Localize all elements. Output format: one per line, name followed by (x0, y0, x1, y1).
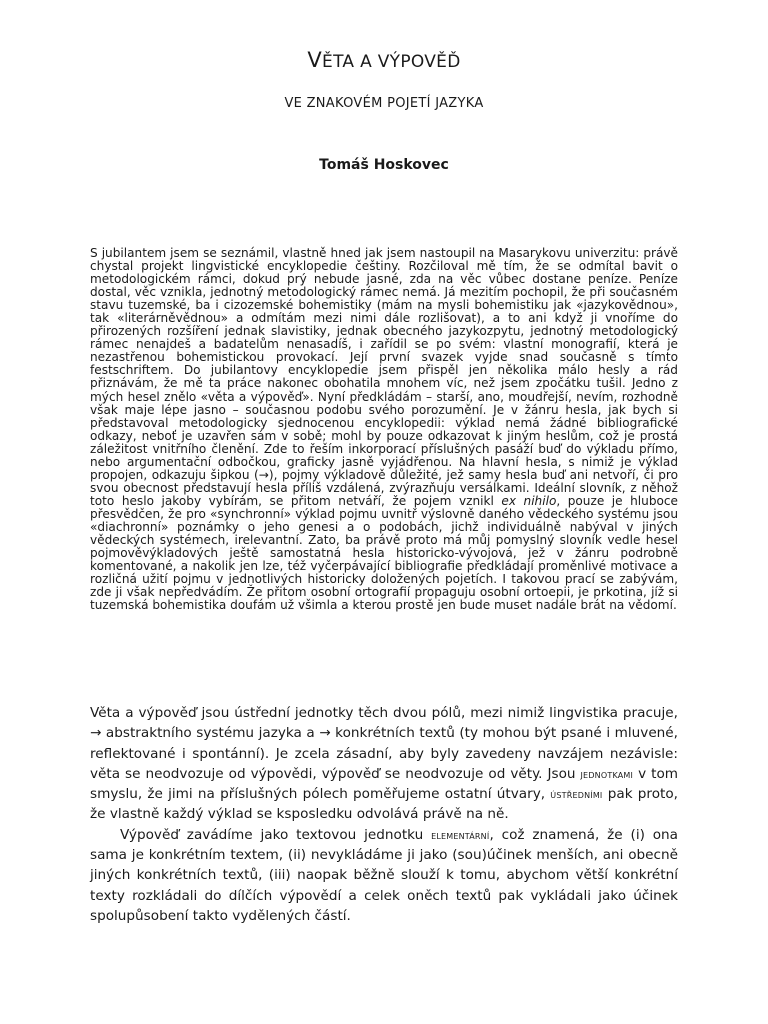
main-body (90, 703, 678, 926)
body-p1-c: pak proto, že vlastně každý výklad se ksposledku odvolává právě na ně. (90, 786, 678, 823)
body-p2-a: Výpověď zavádíme jako textovou jednotku (120, 826, 432, 843)
intro-paragraph (90, 247, 678, 612)
title-initial: V (307, 48, 323, 72)
intro-section (90, 247, 678, 612)
intro-italic: ex nihilo (501, 493, 557, 508)
body-p2-b: , což znamená, že (i) ona sama je konkrétním textem, (ii) nevykládáme ji jako (sou)účinek menších, ani obecně jiných konkrétních textů, (iii) naopak běžně slouží k tomu, abychom větší konkrétní texty rozkládali do dílčích výpovědí a celek oněch textů pak vykládali jako účinek spolupůsobení takto vydělených částí. (90, 826, 679, 924)
body-p1-b: v tom smyslu, že jimi na příslušných pólech poměřujeme ostatní útvary, (90, 765, 679, 803)
body-p1-smallcaps-1: jednotkami (580, 766, 634, 781)
body-p1-smallcaps-2: ústředními (550, 787, 603, 802)
body-p1-a: Věta a výpověď jsou ústřední jednotky těch dvou pólů, mezi nimiž lingvistika pracuje, → abstraktního systému jazyka a → konkrétních textů (ty mohou být psané i mluvené, reflektované i spontánní). Je zcela zásadní, aby byly zavedeny navzájem nezávisle: věta se neodvozuje od výpovědi, výpověď se neodvozuje od věty. Jsou (90, 705, 678, 782)
body-paragraph-2 (90, 825, 678, 926)
paper-title (0, 48, 768, 72)
title-rest: ĚTA A VÝPOVĚĎ (322, 52, 461, 72)
body-paragraph-1 (90, 703, 678, 825)
intro-text-b: , pouze je hluboce přesvědčen, že pro «synchronní» výklad pojmu uvnitř výslovně daného vědeckého systému jsou «diachronní» poznámky o jeho genesi a o podobách, jichž individuálně nabýval v jiných vědeckých systémech, irelevantní. Zato, ba právě proto má můj pomyslný slovník vedle hesel pojmověvýkladových ještě samostatná hesla historicko-vývojová, jež v žánru podrobně komentované, a nakolik jen lze, též vyčerpávající bibliografie předkládají proměnlivé motivace a rozličná užití pojmu v jednotlivých historicky doložených pojetích. I takovou prací se zabývám, zde ji však nepředvádím. Že přitom osobní ortografií propaguju osobní ortoepii, je prkotina, jíž si tuzemská bohemistika doufám už všimla a kterou prostě jen bude muset nadále brát na vědomí. (90, 493, 678, 613)
intro-text-a: S jubilantem jsem se seznámil, vlastně hned jak jsem nastoupil na Masarykovu univerzitu: právě chystal projekt lingvistické encyklopedie češtiny. Rozčiloval mě tím, že se odmítal bavit o metodologickém rámci, dokud prý nebude jasné, zda na věc vůbec dostane peníze. Peníze dostal, věc vznikla, jednotný metodologický rámec nemá. Já mezitím pochopil, že při současném stavu tuzemské, ba i cizozemské bohemistiky (mám na mysli bohemistiku jak «jazykovědnou», tak «literárněvědnou» a odmítám mezi nimi dále rozlišovat), a to ani když ji vnoříme do přirozených rozšíření jednak slavistiky, jednak obecného jazykozpytu, jednotný metodologický rámec nenajdeš a badatelům nenasadíš, i zařídil se po svém: vlastní monografií, která je nezastřenou bohemistickou provokací. Její první svazek vyjde snad současně s tímto festschriftem. Do jubilantovy encyklopedie jsem přispěl jen několika málo hesly a rád přiznávám, že mě ta práce nakonec obohatila mnohem víc, než jsem zpočátku tušil. Jedno z mých hesel znělo «věta a výpověď». Nyní předkládám – starší, ano, moudřejší, nevím, rozhodně však maje lépe jasno – současnou podobu svého porozumění. Je v žánru hesla, jak bych si představoval metodologicky sjednocenou encyklopedii: výklad nemá žádné bibliografické odkazy, neboť je uzavřen sám v sobě; mohl by pouze odkazovat k jiným heslům, což je prostá záležitost vnitřního členění. Zde to řeším inkorporací příslušných pasáží buď do výkladu přímo, nebo argumentační odbočkou, graficky jasně vyjádřenou. Na hlavní hesla, s nimiž je výklad propojen, odkazuju šipkou (→), pojmy výkladově důležité, jež samy hesla buď ani netvoří, či pro svou obecnost představují hesla příliš vzdálená, zvýrazňuju versálkami. Ideální slovník, z něhož toto heslo jakoby vybírám, se přitom netváří, že pojem vznikl (90, 246, 678, 508)
body-p2-smallcaps: elementární (431, 827, 490, 842)
paper-subtitle: VE ZNAKOVÉM POJETÍ JAZYKA (284, 96, 484, 111)
author-name: Tomáš Hoskovec (319, 157, 449, 173)
